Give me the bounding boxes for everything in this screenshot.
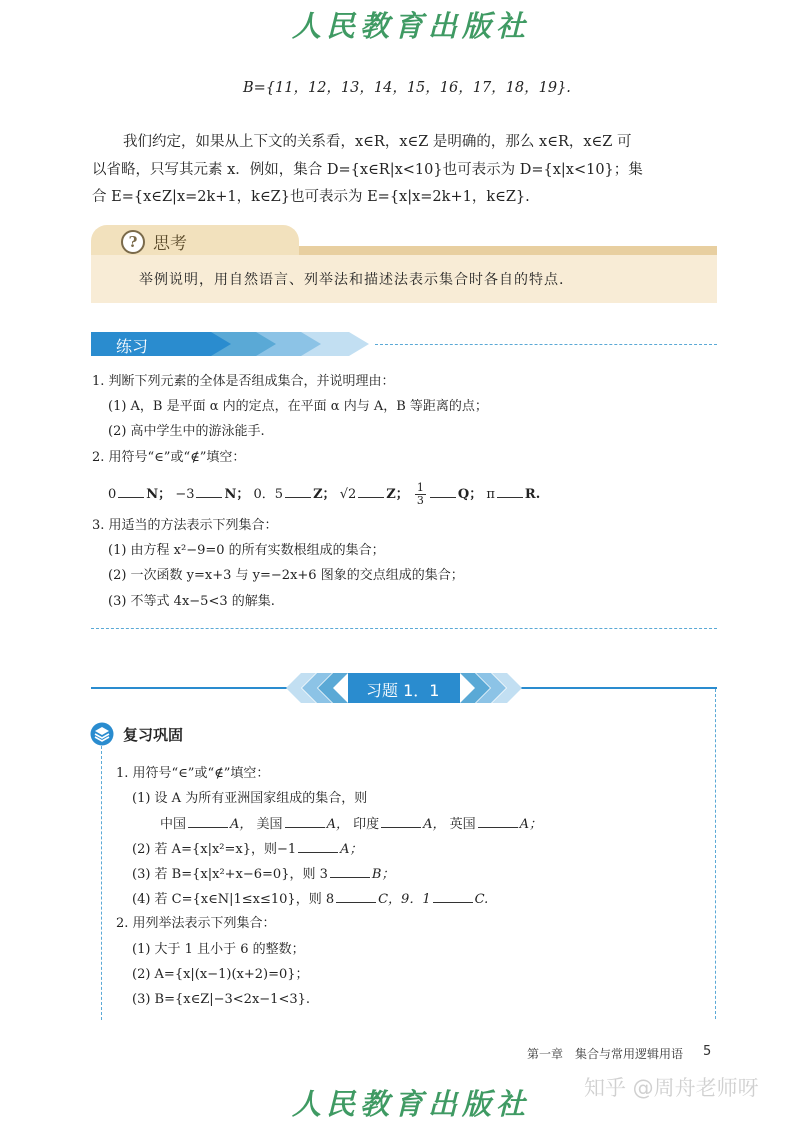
publisher-footer: 人民教育出版社 — [292, 1087, 531, 1121]
think-title: 思考 — [153, 234, 187, 254]
think-text: 举例说明，用自然语言、列举法和描述法表示集合时各自的特点. — [139, 272, 565, 288]
chapter-label: 第一章 集合与常用逻辑用语 — [527, 1047, 684, 1061]
blank-1[interactable] — [118, 484, 144, 498]
exercise-q1-4 — [132, 889, 488, 910]
blank-6[interactable] — [497, 484, 523, 498]
practice-q1-2: (2) 高中学生中的游泳能手. — [108, 424, 265, 439]
set-z-1: Z； — [313, 487, 336, 502]
q1-4-text: (4) 若 C={x∈N|1≤x≤10}，则 8 — [132, 892, 335, 907]
country-china: 中国 — [160, 817, 187, 832]
blank-china[interactable] — [188, 814, 228, 828]
practice-q3: 3. 用适当的方法表示下列集合： — [92, 518, 278, 533]
practice-q2-items — [108, 482, 540, 507]
convention-line-3: 合 E={x∈Z|x=2k+1，k∈Z}也可表示为 E={x|x=2k+1，k∈Z}. — [92, 189, 530, 205]
zhihu-watermark: 知乎 @周舟老师呀 — [584, 1076, 759, 1100]
exercise-title: 习题 1．1 — [366, 681, 440, 700]
set-q: Q； — [457, 487, 483, 502]
exercise-border-left — [101, 746, 102, 1020]
set-a-3: A， — [423, 817, 446, 832]
q1-4-mid: C，9．1 — [378, 892, 431, 907]
item-sqrt2: √2 — [339, 487, 357, 502]
exercise-q2-1: (1) 大于 1 且小于 6 的整数； — [132, 942, 305, 957]
blank-5[interactable] — [430, 484, 456, 498]
practice-bottom-divider — [91, 628, 717, 629]
blank-q1-4-b[interactable] — [433, 889, 473, 903]
country-usa: 美国 — [256, 817, 283, 832]
layers-icon — [90, 722, 114, 746]
set-a-2: A， — [326, 817, 349, 832]
exercise-line-left — [91, 687, 291, 689]
practice-q3-3: (3) 不等式 4x−5<3 的解集. — [108, 594, 275, 609]
item-neg3: −3 — [175, 487, 195, 502]
question-circle-icon: ? — [121, 230, 145, 254]
exercise-q1-2 — [132, 839, 363, 860]
practice-q3-1: (1) 由方程 x²−9=0 的所有实数根组成的集合； — [108, 543, 385, 558]
page-number: 5 — [703, 1044, 712, 1059]
set-n-1: N； — [146, 487, 172, 502]
exercise-q1-1: (1) 设 A 为所有亚洲国家组成的集合，则 — [132, 791, 368, 806]
fraction-den: 3 — [416, 494, 424, 507]
practice-q3-2: (2) 一次函数 y=x+3 与 y=−2x+6 图象的交点组成的集合； — [108, 568, 464, 583]
exercise-line-right — [518, 687, 717, 689]
set-b-line: B={11，12，13，14，15，16，17，18，19}. — [243, 80, 571, 96]
fraction-one-third — [415, 482, 426, 507]
set-a-1: A， — [230, 817, 253, 832]
blank-india[interactable] — [381, 814, 421, 828]
country-india: 印度 — [353, 817, 380, 832]
q1-2-set: A； — [340, 842, 363, 857]
blank-4[interactable] — [358, 484, 384, 498]
q1-2-text: (2) 若 A={x|x²=x}，则−1 — [132, 842, 297, 857]
practice-top-divider — [375, 344, 717, 345]
fraction-num: 1 — [416, 481, 424, 494]
exercise-q2-2: (2) A={x|(x−1)(x+2)=0}； — [132, 967, 309, 982]
q1-4-set: C. — [474, 892, 489, 907]
practice-title: 练习 — [116, 337, 149, 356]
blank-q1-4-a[interactable] — [336, 889, 376, 903]
exercise-q1: 1. 用符号“∈”或“∉”填空： — [116, 766, 270, 781]
blank-usa[interactable] — [285, 814, 325, 828]
country-uk: 英国 — [449, 817, 476, 832]
practice-q1: 1. 判断下列元素的全体是否组成集合，并说明理由： — [92, 374, 395, 389]
exercise-q1-1-items — [160, 814, 542, 835]
blank-3[interactable] — [285, 484, 311, 498]
blank-uk[interactable] — [478, 814, 518, 828]
blank-q1-3[interactable] — [330, 864, 370, 878]
blank-q1-2[interactable] — [298, 839, 338, 853]
blank-2[interactable] — [196, 484, 222, 498]
set-n-2: N； — [224, 487, 250, 502]
item-0: 0 — [108, 487, 117, 502]
think-header-bar — [299, 246, 717, 255]
exercise-q2: 2. 用列举法表示下列集合： — [116, 916, 276, 931]
item-pi: π — [486, 487, 495, 502]
convention-line-1: 我们约定，如果从上下文的关系看，x∈R，x∈Z 是明确的，那么 x∈R，x∈Z 可 — [123, 134, 632, 150]
convention-line-2: 以省略，只写其元素 x．例如，集合 D={x∈R|x<10}也可表示为 D={x|x<10}；集 — [92, 162, 643, 178]
exercise-q1-3 — [132, 864, 394, 885]
set-z-2: Z； — [386, 487, 409, 502]
q1-3-set: B； — [371, 867, 395, 882]
set-a-4: A； — [519, 817, 543, 832]
exercise-border-right — [715, 689, 716, 1019]
practice-q2: 2. 用符号“∈”或“∉”填空： — [92, 450, 246, 465]
q1-3-text: (3) 若 B={x|x²+x−6=0}，则 3 — [132, 867, 328, 882]
set-r: R. — [524, 487, 541, 502]
practice-q1-1: (1) A，B 是平面 α 内的定点，在平面 α 内与 A，B 等距离的点； — [108, 399, 488, 414]
publisher-header: 人民教育出版社 — [292, 9, 531, 43]
exercise-q2-3: (3) B={x∈Z|−3<2x−1<3}. — [132, 992, 311, 1007]
section-title: 复习巩固 — [123, 726, 184, 744]
item-0-5: 0．5 — [253, 487, 284, 502]
